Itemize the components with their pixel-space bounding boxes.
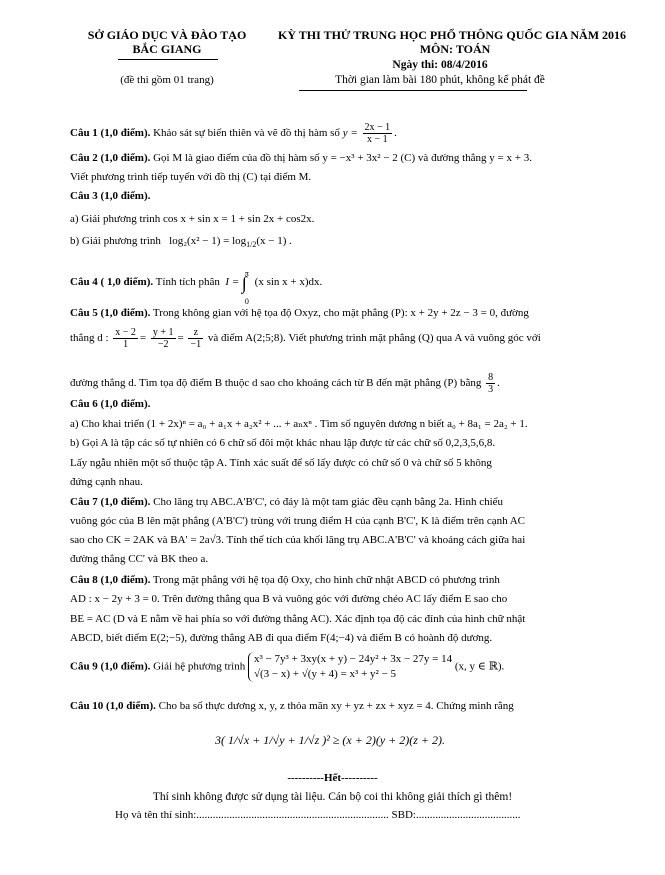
exam-date: Ngày thi: 08/4/2016: [392, 59, 488, 71]
q5-f1n: x − 2: [115, 326, 136, 338]
q6-b1: b) Gọi A là tập các số tự nhiên có 6 chữ số đôi một khác nhau lập được từ các chữ số 0,2,3,5,6,8.: [70, 437, 496, 449]
q1-num: 2x − 1: [364, 122, 391, 133]
question-5-line2: thẳng d : $\frac{x - 2}{1}$ = $\frac{y + 1}{-2}$ = $\frac{z}{-1}$ và điểm A(2;5;8). Viết phương trình mặt phẳng (Q) qua A và vuông góc với: [70, 326, 541, 350]
dept-line1: SỞ GIÁO DỤC VÀ ĐÀO TẠO: [87, 28, 247, 42]
q1-fn: y =: [342, 127, 358, 140]
question-4: [70, 269, 323, 306]
question-1: Câu 1 (1,0 điểm). Khảo sát sự biến thiên và vẽ đồ thị hàm số y = $\frac{2x - 1}{x - 1}$ .: [70, 122, 397, 145]
dept-underline: [118, 59, 218, 60]
end-marker: ----------Hết----------: [287, 772, 378, 784]
q3-b-base: 1/2: [246, 240, 257, 250]
question-9: [70, 652, 504, 682]
q9-text: Giải hệ phương trình: [153, 660, 246, 673]
q5-line2-tail: và điểm A(2;5;8). Viết phương trình mặt phẳng (Q) qua A và vuông góc với: [207, 332, 541, 344]
q5-f3d: −1: [190, 338, 202, 350]
footer-note: Thí sinh không được sử dụng tài liệu. Cán bộ coi thi không giải thích gì thêm!: [152, 791, 513, 803]
page-note: (đề thi gồm 01 trang): [120, 74, 214, 86]
q5-line1: Trong không gian với hệ tọa độ Oxyz, cho mặt phẳng (P): x + 2y + 2z − 3 = 0, đường: [152, 307, 529, 319]
q1-text: Khảo sát sự biến thiên và vẽ đồ thị hàm số: [153, 127, 340, 140]
candidate-info: Họ và tên thí sinh:...................................................................... SBD:......................................: [115, 809, 521, 821]
q4-lower: 0: [244, 297, 249, 306]
q9-eq2: √(3 − x) + √(y + 4) = x³ + y² − 5: [253, 668, 397, 680]
q9-label: Câu 9 (1,0 điểm).: [70, 660, 151, 673]
q5-f2n: y + 1: [152, 326, 174, 338]
q1-den: x − 1: [367, 134, 388, 145]
question-10: [70, 700, 514, 713]
q3-b: [70, 235, 292, 251]
q5-frac3: [188, 327, 203, 350]
integral-sign: ∫ π 0: [241, 269, 249, 306]
q10-lhs: 3( 1/√x + 1/√y + 1/√z )²: [214, 733, 330, 747]
q3-label: Câu 3 (1,0 điểm).: [70, 190, 151, 202]
q5-f2d: −2: [157, 338, 169, 350]
q8-l2: AD : x − 2y + 3 = 0. Trên đường thẳng qua B và vuông góc với đường chéo AC lấy điểm E sao cho: [70, 593, 508, 605]
q8-l3: BE = AC (D và E nằm về hai phía so với đường thẳng AC). Xác định tọa độ các đỉnh của hình chữ nhật: [70, 613, 526, 625]
q2-line1: Gọi M là giao điểm của đồ thị hàm số y = −x³ + 3x² − 2 (C) và đường thẳng y = x + 3.: [153, 152, 532, 164]
q3-b-tail: (x − 1) .: [256, 235, 292, 247]
time-underline: [299, 90, 527, 91]
dept-line2: BẮC GIANG: [132, 42, 202, 56]
q5-fb-d: 3: [488, 384, 494, 395]
q7-l1: Cho lăng trụ ABC.A'B'C', có đáy là một tam giác đều cạnh bằng 2a. Hình chiếu: [153, 496, 504, 508]
q5-fb-n: 8: [488, 372, 494, 383]
question-2-line2: Viết phương trình tiếp tuyến với đồ thị (C) tại điểm M.: [70, 171, 312, 183]
q10-label: Câu 10 (1,0 điểm).: [70, 700, 156, 712]
q8-label: Câu 8 (1,0 điểm).: [70, 574, 151, 586]
q7-l3: sao cho CK = 2AK và BA' = 2a√3. Tính thể tích của khối lăng trụ ABC.A'B'C' và khoảng cách giữa hai: [70, 534, 526, 546]
q7-l4: đường thẳng CC' và BK theo a.: [70, 553, 209, 565]
q9-eq1: x³ − 7y³ + 3xy(x + y) − 24y² + 3x − 27y = 14: [253, 653, 453, 665]
q3-b-text: b) Giải phương trình: [70, 235, 161, 247]
q6-label: Câu 6 (1,0 điểm).: [70, 398, 151, 410]
q4-label: Câu 4 ( 1,0 điểm).: [70, 276, 154, 288]
q6-a: a) Cho khai triển (1 + 2x)ⁿ = a₀ + a₁x + a₂x² + ... + aₙxⁿ . Tìm số nguyên dương n biết a₀ + 8a₁ = 2a₂ + 1.: [70, 418, 528, 430]
q5-frac1: [113, 327, 138, 350]
q5-thang: thẳng d :: [70, 332, 109, 344]
q4-I: I =: [225, 276, 240, 288]
q10-inequality: [70, 733, 590, 748]
time-note: Thời gian làm bài 180 phút, không kể phát đề: [335, 74, 545, 86]
question-8-line1: [70, 574, 500, 587]
q2-label: Câu 2 (1,0 điểm).: [70, 152, 151, 164]
q5-f1d: 1: [123, 338, 129, 350]
q7-label: Câu 7 (1,0 điểm).: [70, 496, 151, 508]
q5-frac2: [151, 327, 176, 350]
q4-integrand: (x sin x + x)dx.: [254, 276, 323, 288]
q6-b3: đứng cạnh nhau.: [70, 476, 143, 488]
q1-label: Câu 1 (1,0 điểm).: [70, 127, 151, 140]
q10-text: Cho ba số thực dương x, y, z thỏa mãn xy + yz + zx + xyz = 4. Chứng minh rằng: [158, 700, 514, 712]
q4-text: Tính tích phân: [155, 276, 220, 288]
q6-b2: Lấy ngẫu nhiên một số thuộc tập A. Tính xác suất để số lấy được có chữ số 0 và chữ số 5 không: [70, 457, 492, 469]
question-7-line1: [70, 496, 503, 509]
q4-upper: π: [244, 269, 249, 278]
q9-domain: (x, y ∈ ℝ).: [454, 660, 505, 673]
exam-title: KỲ THI THỬ TRUNG HỌC PHỔ THÔNG QUỐC GIA NĂM 2016: [278, 28, 627, 42]
q5-fracb: [486, 372, 495, 395]
q8-l1: Trong mặt phẳng với hệ tọa độ Oxy, cho hình chữ nhật ABCD có phương trình: [152, 574, 500, 586]
q7-l2: vuông góc của B lên mặt phẳng (A'B'C') trùng với trung điểm H của cạnh B'C', K là điểm trên cạnh AC: [70, 515, 526, 527]
q5-f3n: z: [188, 327, 203, 339]
question-5-line1: [70, 307, 529, 320]
subject: MÔN: TOÁN: [419, 42, 491, 56]
q8-l4: ABCD, biết điểm E(2;−5), đường thẳng AB đi qua điểm F(4;−4) và điểm B có hoành độ dương.: [70, 632, 493, 644]
q3-a: a) Giải phương trình cos x + sin x = 1 + sin 2x + cos2x.: [70, 213, 315, 225]
q1-fraction: [363, 122, 393, 145]
q5-line3: đường thẳng d. Tìm tọa độ điểm B thuộc d sao cho khoảng cách từ B đến mặt phẳng (P) bằng: [70, 377, 482, 390]
q3-b-eq: log₂(x² − 1) = log: [169, 235, 247, 247]
q10-rhs: ≥ (x + 2)(y + 2)(z + 2).: [332, 733, 446, 747]
q9-system: [248, 652, 452, 682]
q5-label: Câu 5 (1,0 điểm).: [70, 307, 151, 319]
question-5-line3: đường thẳng d. Tìm tọa độ điểm B thuộc d sao cho khoảng cách từ B đến mặt phẳng (P) bằng $\frac{8}{3}$ .: [70, 372, 500, 395]
question-2-line1: [70, 152, 532, 165]
